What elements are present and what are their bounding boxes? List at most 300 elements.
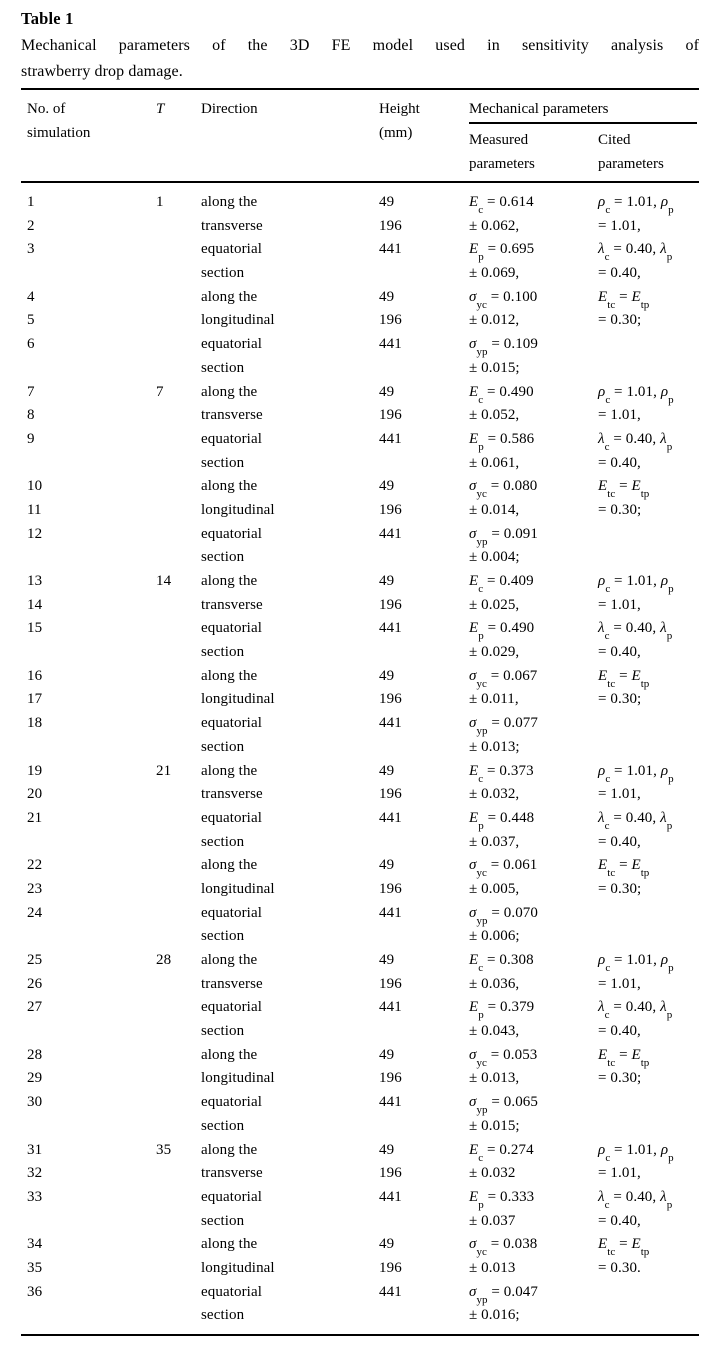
cell-height: [379, 1115, 469, 1139]
cell-no: [27, 262, 156, 286]
cell-measured: $\sigma_{yp} = 0.091$: [469, 525, 539, 548]
cell-cited: = 0.30.: [598, 1259, 641, 1276]
cell-direction: longitudinal: [201, 691, 275, 708]
header-line: simulation: [27, 125, 91, 141]
cell-t: [156, 1067, 201, 1091]
cell-no: [27, 546, 156, 570]
cell-height: [379, 262, 469, 286]
cell-direction: along the: [201, 478, 258, 495]
cell-direction: longitudinal: [201, 312, 275, 329]
cell-measured: ± 0.036,: [469, 975, 520, 992]
cell-height: 441: [379, 525, 402, 542]
cell-t: [156, 1304, 201, 1328]
cell-direction: section: [201, 833, 245, 850]
cell-t: [156, 1020, 201, 1044]
cell-no: 1: [27, 194, 35, 210]
cell-no: 25: [27, 952, 43, 968]
cell-no: [27, 831, 156, 855]
cell-direction: equatorial: [201, 1188, 262, 1205]
cell-height: [379, 452, 469, 476]
cell-cited: [598, 1091, 699, 1115]
header-direction: Direction: [201, 101, 258, 117]
cell-t: [156, 783, 201, 807]
cell-measured: $\sigma_{yp} = 0.047$: [469, 1283, 539, 1306]
cell-height: 49: [379, 573, 395, 589]
cell-measured: ± 0.005,: [469, 880, 520, 897]
cell-cited: = 0.30;: [598, 1070, 642, 1087]
cell-cited: [598, 712, 699, 736]
cell-direction: equatorial: [201, 999, 262, 1016]
cell-no: 23: [27, 880, 43, 897]
caption-line-1: Mechanical parameters of the 3D FE model used in sensitivity analysis of: [21, 37, 699, 54]
cell-height: 49: [379, 194, 395, 210]
cell-cited: = 0.40,: [598, 1212, 641, 1229]
cell-direction: section: [201, 1307, 245, 1324]
cell-cited: = 1.01,: [598, 975, 641, 992]
cell-height: 196: [379, 691, 402, 708]
cell-height: 441: [379, 809, 402, 826]
cell-measured: ± 0.016;: [469, 1307, 520, 1324]
cell-height: 196: [379, 1070, 402, 1087]
cell-no: 8: [27, 407, 35, 424]
cell-cited: = 1.01,: [598, 217, 641, 234]
cell-cited: = 0.40,: [598, 833, 641, 850]
cell-height: 441: [379, 1283, 402, 1300]
header-line: parameters: [598, 155, 664, 172]
cell-no: [27, 1020, 156, 1044]
cell-no: [27, 1115, 156, 1139]
cell-cited: $\lambda_c = 0.40$, $\lambda_p$: [598, 620, 673, 643]
header-line: (mm): [379, 125, 413, 141]
cell-cited: [598, 1115, 699, 1139]
header-line: No. of: [27, 101, 66, 117]
header-no-of-simulation: [27, 97, 156, 176]
cell-no: 30: [27, 1094, 43, 1111]
cell-cited: [598, 1304, 699, 1328]
cell-measured: ± 0.061,: [469, 454, 520, 471]
cell-no: 27: [27, 999, 43, 1016]
cell-height: 196: [379, 1165, 402, 1182]
cell-direction: transverse: [201, 596, 263, 613]
cell-measured: ± 0.043,: [469, 1023, 520, 1040]
cell-no: 15: [27, 620, 43, 637]
cell-height: 196: [379, 596, 402, 613]
cell-direction: transverse: [201, 786, 263, 803]
header-line: Cited: [598, 132, 631, 148]
cell-no: [27, 641, 156, 665]
cell-t: [156, 333, 201, 357]
cell-t: [156, 925, 201, 949]
cell-height: 196: [379, 880, 402, 897]
cell-direction: section: [201, 738, 245, 755]
cell-direction: section: [201, 549, 245, 566]
cell-no: 28: [27, 1046, 43, 1063]
cell-no: 18: [27, 715, 43, 732]
cell-height: [379, 831, 469, 855]
cell-direction: equatorial: [201, 904, 262, 921]
cell-height: [379, 546, 469, 570]
cell-t: [156, 1091, 201, 1115]
cell-measured: ± 0.013: [469, 1259, 516, 1276]
cell-cited: = 0.40,: [598, 644, 641, 661]
cell-cited: = 1.01,: [598, 407, 641, 424]
cell-cited: = 0.40,: [598, 265, 641, 282]
cell-measured: ± 0.062,: [469, 217, 520, 234]
cell-measured: ± 0.025,: [469, 596, 520, 613]
cell-t: [156, 688, 201, 712]
header-t: T: [156, 101, 165, 117]
cell-cited: = 0.30;: [598, 691, 642, 708]
cell-no: [27, 736, 156, 760]
cell-t: [156, 262, 201, 286]
cell-height: 49: [379, 478, 395, 495]
cell-direction: along the: [201, 1046, 258, 1063]
cell-measured: ± 0.013,: [469, 1070, 520, 1087]
cell-measured: $\sigma_{yp} = 0.109$: [469, 336, 539, 359]
cell-no: 14: [27, 596, 43, 613]
cell-direction: equatorial: [201, 1094, 262, 1111]
cell-measured: $\sigma_{yp} = 0.077$: [469, 715, 539, 738]
cell-cited: = 0.40,: [598, 454, 641, 471]
cell-cited: $\rho_c = 1.01$, $\rho_p$: [598, 573, 674, 595]
cell-cited: [598, 902, 699, 926]
cell-direction: equatorial: [201, 430, 262, 447]
cell-no: [27, 925, 156, 949]
cell-t: [156, 1233, 201, 1257]
cell-t: [156, 665, 201, 689]
cell-height: 49: [379, 667, 395, 684]
caption-line-2: strawberry drop damage.: [21, 63, 183, 80]
cell-t: [156, 641, 201, 665]
cell-measured: ± 0.029,: [469, 644, 520, 661]
cell-cited: $\rho_c = 1.01$, $\rho_p$: [598, 762, 674, 785]
cell-direction: section: [201, 1212, 245, 1229]
cell-t: [156, 996, 201, 1020]
cell-measured: ± 0.014,: [469, 501, 520, 518]
cell-no: 4: [27, 288, 35, 305]
cell-t: [156, 973, 201, 997]
cell-measured: ± 0.052,: [469, 407, 520, 424]
cell-no: [27, 357, 156, 381]
cell-t: [156, 594, 201, 618]
cell-direction: section: [201, 644, 245, 661]
cell-measured: $\sigma_{yc} = 0.067$: [469, 667, 538, 690]
cell-direction: section: [201, 928, 245, 945]
cell-cited: = 1.01,: [598, 596, 641, 613]
cell-cited: [598, 546, 699, 570]
cell-direction: equatorial: [201, 241, 262, 258]
cell-cited: $E_{tc} = E_{tp}$: [598, 857, 650, 880]
cell-cited: $\lambda_c = 0.40$, $\lambda_p$: [598, 1188, 673, 1211]
cell-direction: equatorial: [201, 809, 262, 826]
cell-cited: $E_{tc} = E_{tp}$: [598, 1236, 650, 1259]
cell-direction: along the: [201, 1236, 258, 1253]
table-body: [21, 183, 699, 1334]
cell-measured: $E_c = 0.490$: [469, 383, 534, 406]
cell-no: 6: [27, 336, 35, 353]
cell-no: 21: [27, 809, 43, 826]
cell-height: 441: [379, 904, 402, 921]
cell-height: 196: [379, 312, 402, 329]
cell-height: 441: [379, 620, 402, 637]
cell-no: 2: [27, 217, 35, 234]
cell-measured: ± 0.015;: [469, 1117, 520, 1134]
cell-direction: along the: [201, 194, 258, 210]
cell-no: 11: [27, 501, 42, 518]
cell-t: [156, 475, 201, 499]
cell-cited: = 0.30;: [598, 501, 642, 518]
cell-cited: $E_{tc} = E_{tp}$: [598, 1046, 650, 1069]
cell-no: 29: [27, 1070, 43, 1087]
cell-t: [156, 1257, 201, 1281]
header-mechanical-parameters-group: [469, 97, 699, 176]
table-caption: [21, 33, 699, 85]
cell-cited: = 1.01,: [598, 1165, 641, 1182]
cell-direction: transverse: [201, 975, 263, 992]
cell-height: [379, 1304, 469, 1328]
cell-cited: $\lambda_c = 0.40$, $\lambda_p$: [598, 430, 673, 453]
cell-cited: [598, 736, 699, 760]
cell-height: 441: [379, 1094, 402, 1111]
cell-height: 196: [379, 786, 402, 803]
cell-direction: transverse: [201, 1165, 263, 1182]
cell-direction: section: [201, 1117, 245, 1134]
cell-direction: equatorial: [201, 1283, 262, 1300]
cell-cited: $\rho_c = 1.01$, $\rho_p$: [598, 952, 674, 974]
cell-t: [156, 1186, 201, 1210]
cell-t: 14: [156, 573, 172, 589]
cell-no: 17: [27, 691, 43, 708]
cell-no: 9: [27, 430, 35, 447]
cell-height: [379, 925, 469, 949]
cell-measured: ± 0.012,: [469, 312, 520, 329]
cell-t: [156, 831, 201, 855]
cell-cited: [598, 333, 699, 357]
cell-t: [156, 1044, 201, 1068]
cell-t: [156, 878, 201, 902]
cell-cited: $\rho_c = 1.01$, $\rho_p$: [598, 1141, 674, 1164]
cell-measured: ± 0.069,: [469, 265, 520, 282]
cell-cited: = 0.30;: [598, 312, 642, 329]
cell-t: [156, 523, 201, 547]
cell-t: [156, 546, 201, 570]
cell-height: 49: [379, 952, 395, 968]
cell-no: 34: [27, 1236, 43, 1253]
cell-cited: [598, 523, 699, 547]
cell-cited: [598, 1281, 699, 1305]
cell-measured: $E_p = 0.490$: [469, 620, 535, 643]
cell-t: [156, 807, 201, 831]
cell-measured: ± 0.013;: [469, 738, 520, 755]
cell-height: 49: [379, 857, 395, 874]
cell-cited: = 0.30;: [598, 880, 642, 897]
cell-t: [156, 736, 201, 760]
cell-t: 7: [156, 383, 164, 400]
cell-no: 13: [27, 573, 43, 589]
cell-direction: section: [201, 454, 245, 471]
cell-cited: $\lambda_c = 0.40$, $\lambda_p$: [598, 241, 673, 264]
cell-no: 19: [27, 762, 43, 779]
cell-measured: $E_p = 0.586$: [469, 430, 535, 453]
cell-measured: $E_c = 0.373$: [469, 762, 534, 785]
data-table: [21, 88, 699, 1336]
cell-t: [156, 238, 201, 262]
cell-measured: $\sigma_{yp} = 0.065$: [469, 1094, 539, 1117]
cell-measured: $E_c = 0.614$: [469, 194, 534, 216]
cell-t: [156, 452, 201, 476]
cell-direction: along the: [201, 857, 258, 874]
cell-direction: longitudinal: [201, 1070, 275, 1087]
cell-cited: $\rho_c = 1.01$, $\rho_p$: [598, 383, 674, 406]
cell-t: 21: [156, 762, 172, 779]
cell-no: 3: [27, 241, 35, 258]
cell-measured: $E_c = 0.409$: [469, 573, 534, 595]
cell-height: 441: [379, 336, 402, 353]
cell-height: [379, 641, 469, 665]
cell-no: 24: [27, 904, 43, 921]
cell-direction: along the: [201, 667, 258, 684]
cell-no: 22: [27, 857, 43, 874]
cell-no: [27, 1304, 156, 1328]
cell-height: 49: [379, 1046, 395, 1063]
cell-measured: $\sigma_{yc} = 0.053$: [469, 1046, 538, 1069]
cell-no: 33: [27, 1188, 43, 1205]
cell-direction: longitudinal: [201, 880, 275, 897]
cell-no: 26: [27, 975, 43, 992]
cell-t: 1: [156, 194, 164, 210]
header-mechanical-parameters: Mechanical parameters: [469, 101, 609, 117]
cell-measured: $E_c = 0.274$: [469, 1141, 534, 1164]
cell-measured: $E_p = 0.448$: [469, 809, 535, 832]
cell-direction: equatorial: [201, 620, 262, 637]
cell-t: [156, 1115, 201, 1139]
cell-t: [156, 1281, 201, 1305]
table-header: [21, 90, 699, 183]
cell-direction: equatorial: [201, 525, 262, 542]
cell-measured: ± 0.032: [469, 1165, 516, 1182]
cell-no: 32: [27, 1165, 43, 1182]
cell-no: 31: [27, 1141, 43, 1158]
cell-measured: $\sigma_{yp} = 0.070$: [469, 904, 539, 927]
header-line: parameters: [469, 155, 535, 172]
cell-t: [156, 428, 201, 452]
cell-t: [156, 499, 201, 523]
cell-height: [379, 1020, 469, 1044]
cell-no: 5: [27, 312, 35, 329]
cell-cited: $\lambda_c = 0.40$, $\lambda_p$: [598, 809, 673, 832]
cell-cited: $E_{tc} = E_{tp}$: [598, 288, 650, 311]
cell-measured: ± 0.037: [469, 1212, 516, 1229]
cell-direction: along the: [201, 1141, 258, 1158]
cell-direction: longitudinal: [201, 1259, 275, 1276]
cell-t: [156, 617, 201, 641]
cell-no: 16: [27, 667, 43, 684]
cell-direction: along the: [201, 288, 258, 305]
cell-direction: along the: [201, 573, 258, 589]
cell-measured: ± 0.006;: [469, 928, 520, 945]
cell-t: [156, 286, 201, 310]
cell-height: [379, 736, 469, 760]
cell-direction: longitudinal: [201, 501, 275, 518]
cell-measured: $\sigma_{yc} = 0.080$: [469, 478, 538, 501]
cell-t: [156, 309, 201, 333]
cell-height: 196: [379, 501, 402, 518]
header-height: [379, 97, 469, 176]
cell-height: 441: [379, 241, 402, 258]
cell-height: [379, 357, 469, 381]
cell-no: 7: [27, 383, 35, 400]
cell-t: [156, 215, 201, 239]
cell-t: [156, 404, 201, 428]
cell-cited: $\lambda_c = 0.40$, $\lambda_p$: [598, 999, 673, 1022]
cell-cited: = 1.01,: [598, 786, 641, 803]
cell-direction: along the: [201, 383, 258, 400]
cell-cited: $E_{tc} = E_{tp}$: [598, 478, 650, 501]
cell-no: 20: [27, 786, 43, 803]
cell-height: 441: [379, 430, 402, 447]
cell-height: 49: [379, 762, 395, 779]
cell-height: 49: [379, 288, 395, 305]
cell-direction: section: [201, 359, 245, 376]
cell-direction: section: [201, 1023, 245, 1040]
cell-t: [156, 902, 201, 926]
cell-t: 28: [156, 952, 172, 968]
cell-t: [156, 1210, 201, 1234]
header-cited-parameters: [598, 129, 699, 176]
cell-no: 12: [27, 525, 43, 542]
cell-height: [379, 1210, 469, 1234]
cell-t: [156, 712, 201, 736]
cell-height: 49: [379, 1236, 395, 1253]
cell-height: 196: [379, 407, 402, 424]
header-measured-parameters: [469, 129, 598, 176]
cell-no: [27, 1210, 156, 1234]
cell-direction: transverse: [201, 407, 263, 424]
header-line: Measured: [469, 132, 529, 148]
cell-measured: ± 0.004;: [469, 549, 520, 566]
cell-direction: along the: [201, 762, 258, 779]
cell-direction: equatorial: [201, 715, 262, 732]
cell-measured: ± 0.015;: [469, 359, 520, 376]
cell-measured: ± 0.037,: [469, 833, 520, 850]
header-subcolumns: [469, 129, 699, 176]
cell-cited: [598, 925, 699, 949]
cell-cited: $E_{tc} = E_{tp}$: [598, 667, 650, 690]
cell-height: 441: [379, 715, 402, 732]
cell-height: 441: [379, 999, 402, 1016]
cell-t: [156, 854, 201, 878]
cell-no: [27, 452, 156, 476]
cell-cited: [598, 357, 699, 381]
cell-measured: $\sigma_{yc} = 0.038$: [469, 1236, 538, 1259]
cell-measured: ± 0.011,: [469, 691, 519, 708]
cell-height: 196: [379, 975, 402, 992]
cell-t: [156, 357, 201, 381]
cell-height: 441: [379, 1188, 402, 1205]
cell-height: 196: [379, 217, 402, 234]
cell-no: 10: [27, 478, 43, 495]
group-divider-rule: [469, 122, 697, 124]
cell-measured: $E_p = 0.379$: [469, 999, 535, 1022]
cell-measured: $\sigma_{yc} = 0.061$: [469, 857, 538, 880]
cell-measured: $E_p = 0.333$: [469, 1188, 535, 1211]
cell-no: 35: [27, 1259, 43, 1276]
cell-no: 36: [27, 1283, 43, 1300]
cell-direction: along the: [201, 952, 258, 968]
table-title: Table 1: [21, 9, 74, 28]
cell-measured: $E_p = 0.695$: [469, 241, 535, 264]
cell-measured: $E_c = 0.308$: [469, 952, 534, 974]
